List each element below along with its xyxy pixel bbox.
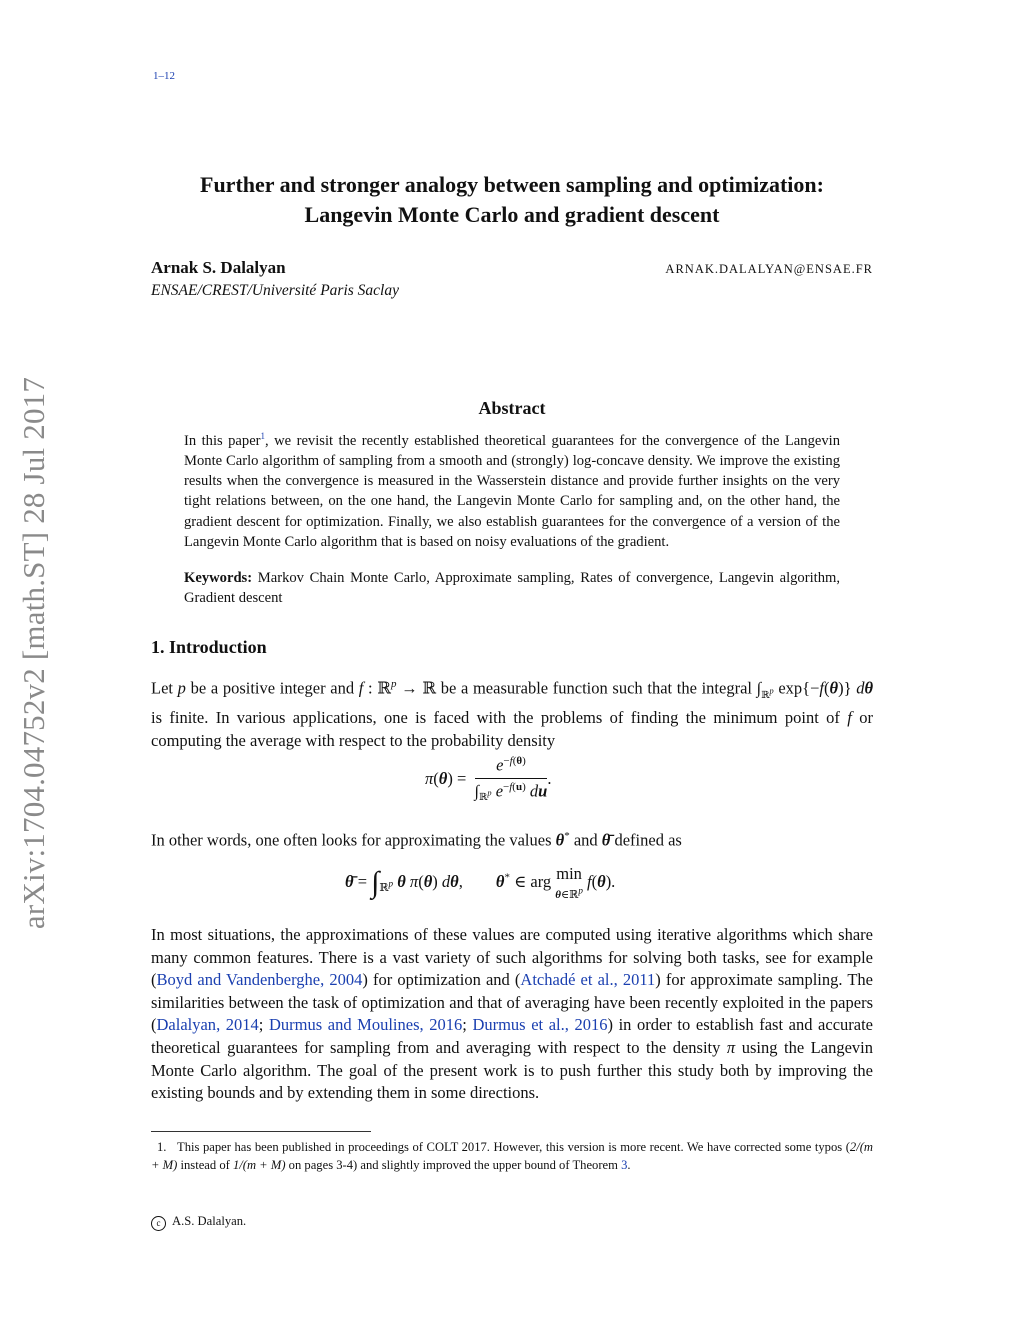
citation-durmus-moulines[interactable]: Durmus and Moulines, 2016: [268, 1015, 463, 1035]
paper-title: [100, 170, 924, 230]
citation-durmus-et-al[interactable]: Durmus et al., 2016: [472, 1015, 608, 1035]
citation-boyd[interactable]: Boyd and Vandenberghe, 2004: [156, 970, 363, 990]
citation-dalalyan[interactable]: Dalalyan, 2014: [156, 1015, 259, 1035]
keywords: [184, 568, 840, 608]
keywords-list: Markov Chain Monte Carlo, Approximate sampling, Rates of convergence, Langevin algorithm, Gradient descent: [184, 570, 840, 607]
footnote-marker[interactable]: 1: [260, 431, 266, 441]
section-heading-introduction: 1. Introduction: [151, 637, 267, 657]
abstract-heading: Abstract: [478, 398, 546, 418]
intro-paragraph-2: In other words, one often looks for approximating the values θ* and θ̄ defined as: [151, 830, 682, 850]
arxiv-stamp[interactable]: [6, 351, 62, 955]
theorem-reference-link[interactable]: 3: [621, 1158, 628, 1172]
author-name: Arnak S. Dalalyan: [151, 258, 286, 277]
equation-targets: θ̄ = $\int_{ℝ^p}$ θ π(θ) dθ, θ* ∈ arg min θ∈ℝ$^p$ f(θ).: [345, 864, 616, 901]
copyright-holder: A.S. Dalalyan.: [172, 1214, 247, 1228]
page-range: 1–12: [153, 70, 175, 82]
arxiv-stamp-text: arXiv:1704.04752v2 [math.ST] 28 Jul 2017: [16, 376, 51, 930]
copyright-icon: c: [151, 1216, 166, 1231]
title-line-1: Further and stronger analogy between sampling and optimization:: [200, 172, 824, 197]
author-affiliation: ENSAE/CREST/Université Paris Saclay: [151, 282, 399, 299]
abstract-text: In this paper$^1$, we revisit the recently established theoretical guarantees for the convergence of the Langevin Monte Carlo algorithm of sampling from a smooth and (strongly) log-concave density. We improve the existing results when the convergence is measured in the Wasserstein distance and provide further insights on the very tight relations between, on the one hand, the Langevin Monte Carlo for sampling and, on the other hand, the gradient descent for optimization. Finally, we also establish guarantees for the convergence of a version of the Langevin Monte Carlo algorithm that is based on noisy evaluations of the gradient.: [184, 431, 840, 550]
keywords-label: Keywords:: [184, 570, 253, 586]
author-email[interactable]: ARNAK.DALALYAN@ENSAE.FR: [665, 262, 873, 276]
copyright-line: [151, 1214, 246, 1231]
citation-atchade[interactable]: Atchadé et al., 2011: [520, 970, 656, 990]
footnote-divider: [151, 1131, 371, 1132]
equation-density: π(θ) = $\frac{e^{-f(\theta)}}{\int_{ℝ^p} e^{-f(u)} du}$ .: [425, 755, 552, 804]
title-line-2: Langevin Monte Carlo and gradient descent: [304, 202, 720, 227]
footnote-1: 1. This paper has been published in proceedings of COLT 2017. However, this version is more recent. We have corrected some typos (2/(m + M) instead of 1/(m + M) on pages 3-4) and slightly improved the upper bound of Theorem 3.: [151, 1140, 873, 1172]
intro-paragraph-1: Let p be a positive integer and f : ℝ$^p$ → ℝ be a measurable function such that the integral $\int_{ℝ^p}$ exp{−f(θ)} dθ is finite. In various applications, one is faced with the problems of finding the minimum point of f or computing the average with respect to the probability density: [151, 678, 874, 750]
intro-paragraph-3: In most situations, the approximations of these values are computed using iterative algorithms which share many common features. There is a vast variety of such algorithms for solving both tasks, see for example (Boyd and Vandenberghe, 2004) for optimization and (Atchadé et al., 2011) for approximate sampling. The similarities between the task of optimization and that of averaging have been recently exploited in the papers (Dalalyan, 2014; Durmus and Moulines, 2016; Durmus et al., 2016) in order to establish fast and accurate theoretical guarantees for sampling from and averaging with respect to the density π using the Langevin Monte Carlo algorithm. The goal of the present work is to push further this study both by improving the existing bounds and by extending them in some directions.: [151, 925, 874, 1103]
footnote-number: 1.: [157, 1140, 167, 1154]
